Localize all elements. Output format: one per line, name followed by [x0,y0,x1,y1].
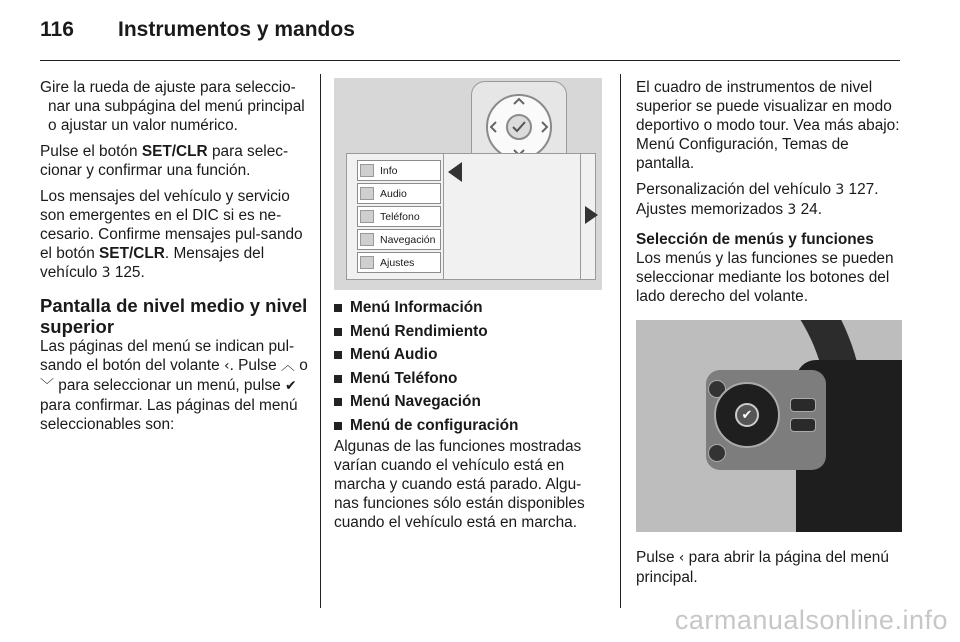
column-1 [40,78,308,441]
text: Las páginas del menú se indican pul-sando el botón del volante [40,338,295,374]
menu-pages-list [334,296,606,437]
list-item: Menú de configuración [334,414,606,438]
subsection-heading: Selección de menús y funciones [636,231,874,248]
text: para confirmar. Las páginas del menú seleccionables son: [40,397,298,433]
reference-arrow-icon: 3 [787,202,797,218]
phone-icon [360,210,374,223]
header-rule [40,60,900,61]
dic-item-label: Navegación [380,234,436,246]
reference-arrow-icon: 3 [101,265,111,281]
dic-screen [346,153,596,280]
dic-item-label: Info [380,165,398,177]
text: Pulse el botón [40,143,142,160]
mode-button-icon [790,418,816,432]
column-divider-1 [320,74,321,608]
dic-item-navigation [357,229,441,250]
text: . Mensajes del vehículo [40,245,265,281]
dic-item-phone [357,206,441,227]
paragraph: Los menús y las funciones se pueden seleccionar mediante los botones del lado derecho del volante. [636,250,894,305]
chevron-up-icon: ︿ [280,358,295,374]
checkmark-icon: ✔ [285,378,297,394]
volume-button-icon [790,398,816,412]
list-item: Menú Información [334,296,606,320]
dic-divider [443,154,444,279]
paragraph: El cuadro de instrumentos de nivel superior se puede visualizar en modo deportivo o modo tour. Vea más abajo: Menú Configuración, Temas de pantalla. [636,79,900,172]
section-heading: Pantalla de nivel medio y nivel superior [40,295,308,337]
checkmark-icon: ✔ [735,403,759,427]
page-reference: 127. [848,181,879,198]
steering-wheel-photo [636,320,902,532]
list-item: Menú Teléfono [334,367,606,391]
dic-item-audio [357,183,441,204]
phone-button-icon [708,444,726,462]
music-note-icon [360,187,374,200]
text: Personalización del vehículo [636,181,836,198]
dic-item-info [357,160,441,181]
page-number: 116 [40,18,74,41]
text: para abrir la página del menú principal. [636,549,889,586]
list-item: Menú Audio [334,343,606,367]
text: . Pulse [229,357,281,374]
text: Pulse [636,549,679,566]
dic-menu-figure [334,78,602,290]
reference-arrow-icon: 3 [835,182,845,198]
list-item: Menú Navegación [334,390,606,414]
bold-text: SET/CLR [99,245,165,262]
triangle-left-icon [448,162,462,182]
bold-text: SET/CLR [141,143,208,160]
dic-item-label: Ajustes [380,257,415,269]
column-2 [334,78,606,539]
chevron-left-icon: ‹ [223,358,230,374]
text: Los mensajes del vehículo y servicio son emergentes en el DIC si es ne-cesario. Confirme mensajes pul-sando el botón [40,188,303,262]
dic-item-label: Teléfono [380,211,420,223]
text: o [294,357,308,374]
dic-divider [580,154,581,279]
text: Ajustes memorizados [636,201,788,218]
list-item: Menú Rendimiento [334,320,606,344]
page-reference: 125. [114,264,145,281]
chevron-down-icon: ﹀ [40,378,54,394]
chevron-left-icon: ‹ [678,550,685,566]
paragraph [40,142,308,180]
page-header [40,18,920,62]
column-divider-2 [620,74,621,608]
dic-item-settings [357,252,441,273]
paragraph: Gire la rueda de ajuste para seleccio-nar una subpágina del menú principal o ajustar un valor numérico. [40,79,305,134]
text: para selec-cionar y confirmar una función. [40,143,289,179]
compass-icon [360,233,374,246]
chapter-title: Instrumentos y mandos [118,18,355,41]
text: para seleccionar un menú, pulse [54,377,285,394]
watermark: carmanualsonline.info [674,605,948,635]
settings-icon [360,256,374,269]
info-icon [360,164,374,177]
triangle-right-icon [585,206,598,224]
page-reference: 24. [800,201,823,218]
paragraph [636,548,902,587]
dic-menu-list [357,160,441,275]
paragraph [40,337,308,434]
paragraph [40,187,308,283]
column-3 [636,78,902,594]
dic-item-label: Audio [380,188,407,200]
paragraph: Algunas de las funciones mostradas varían cuando el vehículo está en marcha y cuando está parado. Algu-nas funciones sólo están disponibles cuando el vehículo está en marcha. [334,438,585,531]
paragraph [636,180,902,220]
